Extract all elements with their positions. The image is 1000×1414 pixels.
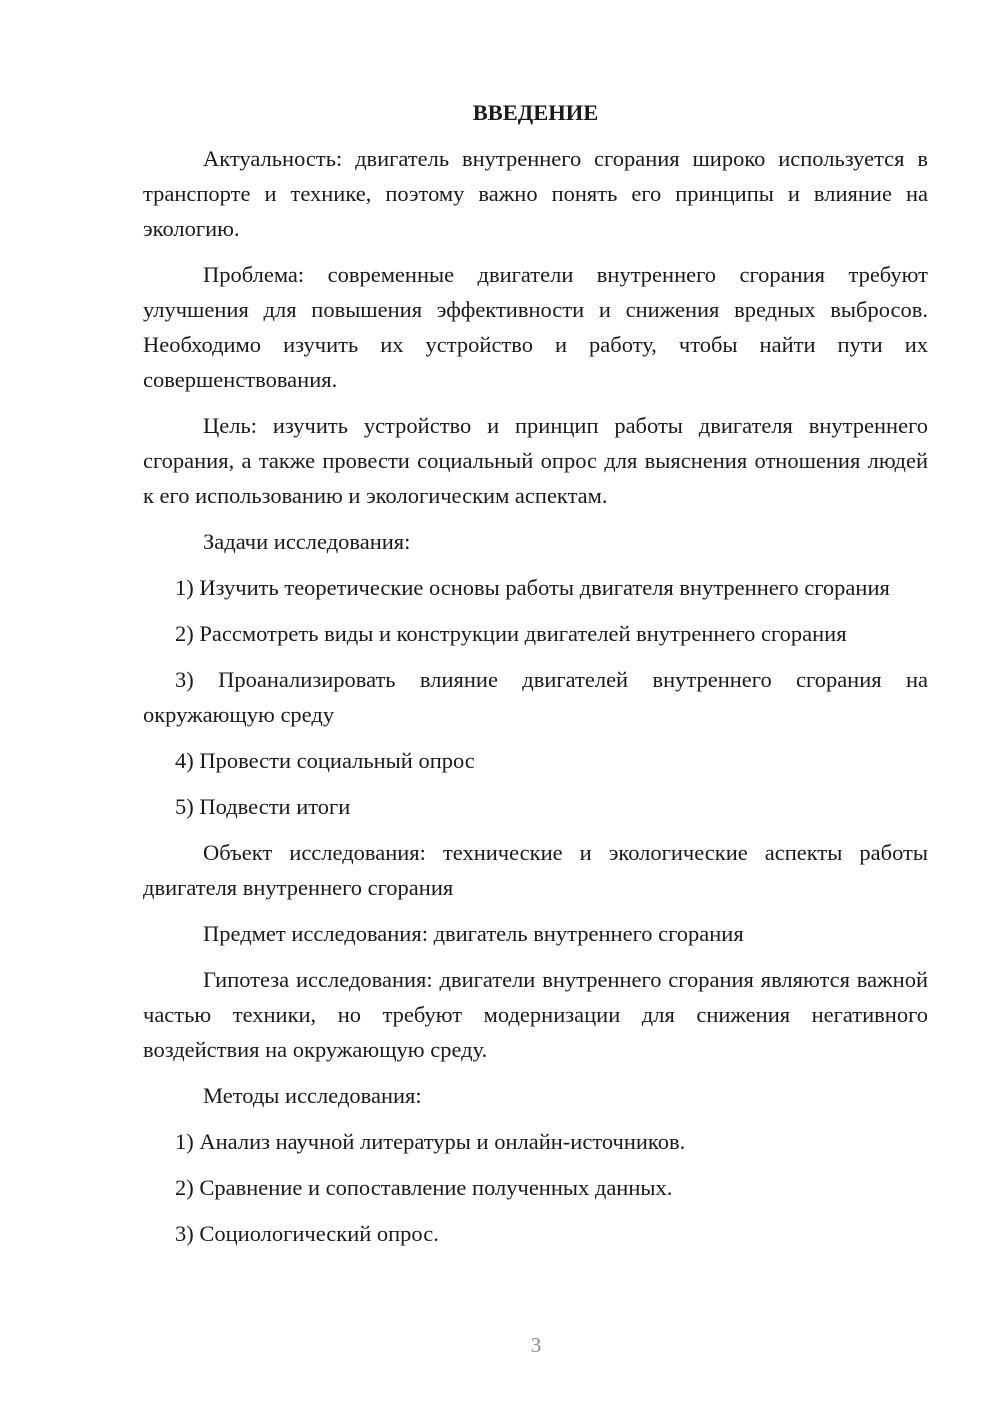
section-heading: ВВЕДЕНИЕ bbox=[472, 100, 599, 125]
document-page bbox=[143, 95, 928, 1262]
method-item: 3) Социологический опрос. bbox=[175, 1221, 439, 1246]
task-item: 3) Проанализировать влияние двигателей внутреннего сгорания на окружающую среду bbox=[143, 667, 928, 727]
tasks-label: Задачи исследования: bbox=[203, 529, 411, 554]
paragraph-goal: Цель: изучить устройство и принцип работы двигателя внутреннего сгорания, а также провести социальный опрос для выяснения отношения людей к его использованию и экологическим аспектам. bbox=[143, 413, 928, 508]
paragraph-object: Объект исследования: технические и экологические аспекты работы двигателя внутреннего сгорания bbox=[143, 840, 928, 900]
paragraph-hypothesis: Гипотеза исследования: двигатели внутреннего сгорания являются важной частью техники, но требуют модернизации для снижения негативного воздействия на окружающую среду. bbox=[143, 967, 928, 1062]
paragraph-subject: Предмет исследования: двигатель внутреннего сгорания bbox=[203, 921, 744, 946]
method-item: 2) Сравнение и сопоставление полученных данных. bbox=[175, 1175, 673, 1200]
method-item: 1) Анализ научной литературы и онлайн-источников. bbox=[175, 1129, 686, 1154]
methods-label: Методы исследования: bbox=[203, 1083, 422, 1108]
task-item: 5) Подвести итоги bbox=[175, 794, 351, 819]
task-item: 4) Провести социальный опрос bbox=[175, 748, 475, 773]
page-number: 3 bbox=[530, 1333, 542, 1357]
paragraph-problem: Проблема: современные двигатели внутреннего сгорания требуют улучшения для повышения эффективности и снижения вредных выбросов. Необходимо изучить их устройство и работу, чтобы найти пути их совершенствования. bbox=[143, 262, 928, 392]
paragraph-relevance: Актуальность: двигатель внутреннего сгорания широко используется в транспорте и технике, поэтому важно понять его принципы и влияние на экологию. bbox=[143, 146, 928, 241]
task-item: 1) Изучить теоретические основы работы двигателя внутреннего сгорания bbox=[175, 575, 890, 600]
task-item: 2) Рассмотреть виды и конструкции двигателей внутреннего сгорания bbox=[175, 621, 847, 646]
